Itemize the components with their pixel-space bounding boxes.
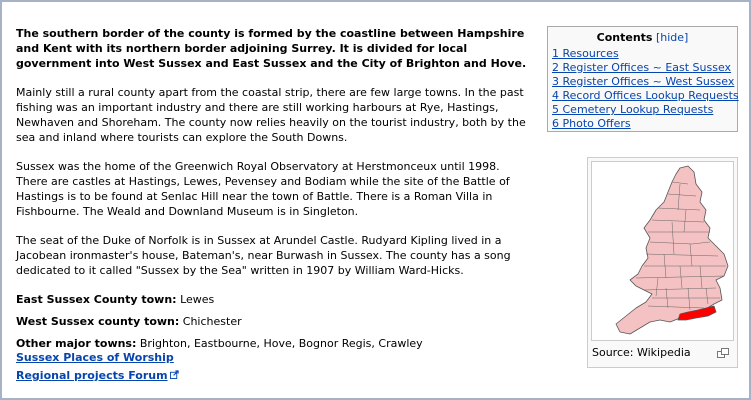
toc-header: [552, 31, 733, 45]
table-of-contents: [547, 26, 738, 132]
toc-item-register-west[interactable]: 3 Register Offices ~ West Sussex: [552, 75, 735, 88]
fact-west-sussex: [16, 314, 528, 329]
enlarge-icon[interactable]: [717, 348, 729, 358]
map-thumbnail: [587, 157, 738, 368]
fact-value: Brighton, Eastbourne, Hove, Bognor Regis, Crawley: [139, 337, 423, 350]
county-facts: [16, 292, 528, 351]
external-link-icon: [170, 370, 179, 379]
regional-forum-label: Regional projects Forum: [16, 369, 168, 382]
toc-item-photo-offers[interactable]: 6 Photo Offers: [552, 117, 631, 130]
map-image-frame[interactable]: [591, 161, 734, 341]
places-of-worship-link[interactable]: Sussex Places of Worship: [16, 351, 174, 364]
map-caption: Source: Wikipedia: [592, 346, 691, 359]
fact-label: East Sussex County town:: [16, 293, 177, 306]
toc-title: Contents: [596, 31, 653, 44]
paragraph-rural: Mainly still a rural county apart from the coastal strip, there are few large towns. In the past fishing was an important industry and there are still working harbours at Rye, Hastings, Newhaven and Shoreham. The county now relies heavily on the tourist industry, both by the sea and inland where tourists can explore the South Downs.: [16, 86, 526, 144]
toc-item-record-offices[interactable]: 4 Record Offices Lookup Requests: [552, 89, 739, 102]
fact-value: Chichester: [182, 315, 242, 328]
fact-label: West Sussex county town:: [16, 315, 180, 328]
toc-list: [552, 47, 739, 131]
intro-paragraph: The southern border of the county is formed by the coastline between Hampshire and Kent with its northern border adjoining Surrey. It is divided for local government into West Sussex and East Sussex and the City of Brighton and Hove.: [16, 27, 527, 70]
fact-value: Lewes: [180, 293, 215, 306]
toc-item-cemetery[interactable]: 5 Cemetery Lookup Requests: [552, 103, 714, 116]
fact-label: Other major towns:: [16, 337, 137, 350]
related-links: [16, 349, 179, 385]
england-outline: [616, 166, 728, 334]
paragraph-history: Sussex was the home of the Greenwich Royal Observatory at Herstmonceux until 1998. There are castles at Hastings, Lewes, Pevensey and Bodiam while the site of the Battle of Hastings is to be found at Senlac Hill near the town of Battle. There is a Roman Villa in Fishbourne. The Weald and Downland Museum is in Singleton.: [16, 160, 510, 218]
england-counties-map: [592, 162, 735, 342]
toc-item-register-east[interactable]: 2 Register Offices ~ East Sussex: [552, 61, 732, 74]
regional-forum-link[interactable]: [16, 367, 179, 385]
article-body: [16, 26, 528, 359]
paragraph-culture: The seat of the Duke of Norfolk is in Sussex at Arundel Castle. Rudyard Kipling lived in a Jacobean ironmaster's house, Bateman's, near Burwash in Sussex. The county has a song dedicated to it called "Sussex by the Sea" written in 1907 by William Ward-Hicks.: [16, 234, 511, 277]
toc-hide-toggle[interactable]: [hide]: [655, 31, 689, 44]
fact-east-sussex: [16, 292, 528, 307]
toc-item-resources[interactable]: 1 Resources: [552, 47, 619, 60]
